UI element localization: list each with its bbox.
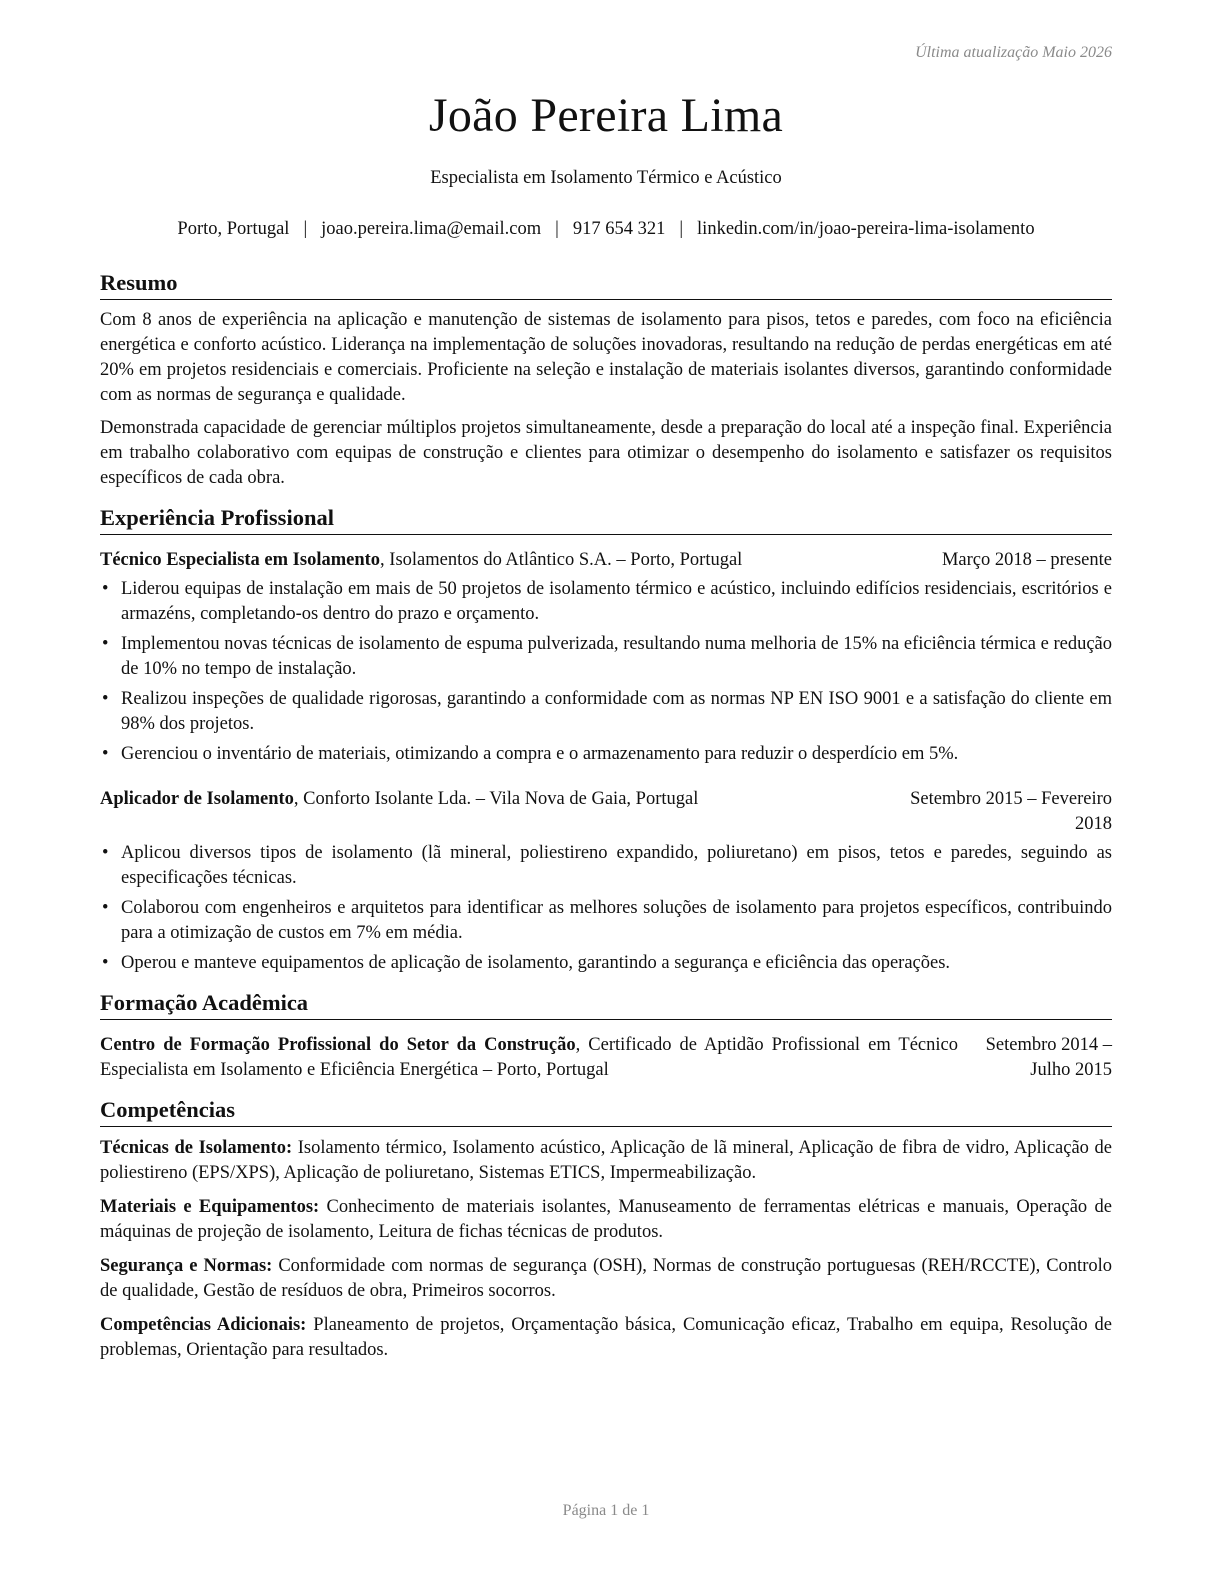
contact-email[interactable]: joao.pereira.lima@email.com (321, 219, 542, 239)
education-dates: Setembro 2014 – Julho 2015 (985, 1035, 1112, 1080)
contact-linkedin[interactable]: linkedin.com/in/joao-pereira-lima-isolamento (697, 219, 1035, 239)
skill-group (100, 1136, 1112, 1186)
job-dates: Setembro 2015 – Fevereiro 2018 (910, 789, 1112, 834)
separator: | (555, 219, 559, 239)
job-bullets (100, 577, 1112, 767)
contact-phone: 917 654 321 (572, 219, 666, 239)
candidate-headline: Especialista em Isolamento Térmico e Acústico (430, 168, 782, 188)
job-bullet (100, 841, 1112, 891)
page-footer: Página 1 de 1 (562, 1502, 650, 1519)
job-bullet (100, 896, 1112, 946)
job-bullet (100, 632, 1112, 682)
section-title: Formação Acadêmica (100, 988, 1112, 1020)
section-title: Competências (100, 1095, 1112, 1127)
bullet-text: Realizou inspeções de qualidade rigorosas, garantindo a conformidade com as normas NP EN ISO 9001 e a satisfação do cliente em 98% dos projetos. (121, 689, 1112, 734)
education-section (100, 988, 1112, 1083)
job-role: Técnico Especialista em Isolamento (100, 550, 381, 570)
job-header (100, 548, 1112, 573)
summary-paragraph: Demonstrada capacidade de gerenciar múltiplos projetos simultaneamente, desde a preparação do local até a inspeção final. Experiência em trabalho colaborativo com equipas de construção e clientes para otimizar o desempenho do isolamento e satisfazer os requisitos específicos de cada obra. (100, 418, 1112, 488)
bullet-icon: • (102, 744, 109, 764)
skills-section (100, 1095, 1112, 1363)
job-company: , Isolamentos do Atlântico S.A. – Porto, Portugal (380, 550, 743, 570)
skill-group (100, 1195, 1112, 1245)
job-bullets (100, 841, 1112, 976)
education-details: , Certificado de Aptidão Profissional em Técnico Especialista em Isolamento e Eficiência Energética – Porto, Portugal (100, 1035, 958, 1080)
bullet-icon: • (102, 579, 109, 599)
contact-location: Porto, Portugal (177, 219, 290, 239)
resume-content (100, 268, 1112, 1375)
skill-label: Segurança e Normas: (100, 1256, 273, 1276)
job-entry (100, 787, 1112, 976)
education-entry (100, 1033, 1112, 1083)
job-company: , Conforto Isolante Lda. – Vila Nova de Gaia, Portugal (293, 789, 699, 809)
bullet-text: Operou e manteve equipamentos de aplicação de isolamento, garantindo a segurança e eficiência das operações. (121, 953, 951, 973)
skill-label: Competências Adicionais: (100, 1315, 307, 1335)
job-bullet (100, 951, 1112, 976)
job-role: Aplicador de Isolamento (100, 789, 294, 809)
bullet-text: Liderou equipas de instalação em mais de 50 projetos de isolamento térmico e acústico, incluindo edifícios residenciais, escritórios e armazéns, completando-os dentro do prazo e orçamento. (121, 579, 1112, 624)
bullet-icon: • (102, 843, 109, 863)
job-bullet (100, 687, 1112, 737)
skill-group (100, 1254, 1112, 1304)
last-updated: Última atualização Maio 2026 (915, 44, 1112, 61)
skill-label: Técnicas de Isolamento: (100, 1138, 293, 1158)
bullet-text: Gerenciou o inventário de materiais, otimizando a compra e o armazenamento para reduzir o desperdício em 5%. (121, 744, 959, 764)
summary-section (100, 268, 1112, 491)
skill-text: Conformidade com normas de segurança (OSH), Normas de construção portuguesas (REH/RCCTE), Controlo de qualidade, Gestão de resíduos de obra, Primeiros socorros. (100, 1256, 1112, 1301)
bullet-text: Colaborou com engenheiros e arquitetos para identificar as melhores soluções de isolamento para projetos específicos, contribuindo para a otimização de custos em 7% em média. (121, 898, 1112, 943)
bullet-icon: • (102, 689, 109, 709)
contact-line (100, 219, 1112, 240)
skill-text: Conhecimento de materiais isolantes, Manuseamento de ferramentas elétricas e manuais, Operação de máquinas de projeção de isolamento, Leitura de fichas técnicas de produtos. (100, 1197, 1112, 1242)
separator: | (303, 219, 308, 239)
bullet-icon: • (102, 953, 109, 973)
bullet-icon: • (102, 898, 109, 918)
job-dates: Março 2018 – presente (941, 550, 1112, 570)
skill-text: Isolamento térmico, Isolamento acústico, Aplicação de lã mineral, Aplicação de fibra de vidro, Aplicação de poliestireno (EPS/XPS), Aplicação de poliuretano, Sistemas ETICS, Impermeabilização. (100, 1138, 1113, 1183)
skill-label: Materiais e Equipamentos: (100, 1197, 320, 1217)
bullet-text: Aplicou diversos tipos de isolamento (lã mineral, poliestireno expandido, poliuretano) em pisos, tetos e paredes, seguindo as especificações técnicas. (121, 843, 1112, 888)
skill-group (100, 1313, 1112, 1363)
job-entry (100, 548, 1112, 767)
education-school: Centro de Formação Profissional do Setor da Construção (100, 1035, 576, 1055)
skill-text: Planeamento de projetos, Orçamentação básica, Comunicação eficaz, Trabalho em equipa, Resolução de problemas, Orientação para resultados. (100, 1315, 1112, 1360)
candidate-name: João Pereira Lima (428, 89, 784, 142)
job-bullet (100, 742, 1112, 767)
bullet-icon: • (102, 634, 109, 654)
summary-paragraph: Com 8 anos de experiência na aplicação e manutenção de sistemas de isolamento para pisos, tetos e paredes, com foco na eficiência energética e conforto acústico. Liderança na implementação de soluções inovadoras, resultando na redução de perdas energéticas em até 20% em projetos residenciais e comerciais. Proficiente na seleção e instalação de materiais isolantes diversos, garantindo conformidade com as normas de segurança e qualidade. (100, 310, 1112, 405)
bullet-text: Implementou novas técnicas de isolamento de espuma pulverizada, resultando numa melhoria de 15% na eficiência térmica e redução de 10% no tempo de instalação. (121, 634, 1112, 679)
section-title: Resumo (100, 268, 1112, 300)
separator: | (679, 219, 684, 239)
experience-section (100, 503, 1112, 976)
resume-page (100, 0, 1112, 1584)
job-bullet (100, 577, 1112, 627)
job-header (100, 787, 1112, 837)
section-title: Experiência Profissional (100, 503, 1112, 535)
